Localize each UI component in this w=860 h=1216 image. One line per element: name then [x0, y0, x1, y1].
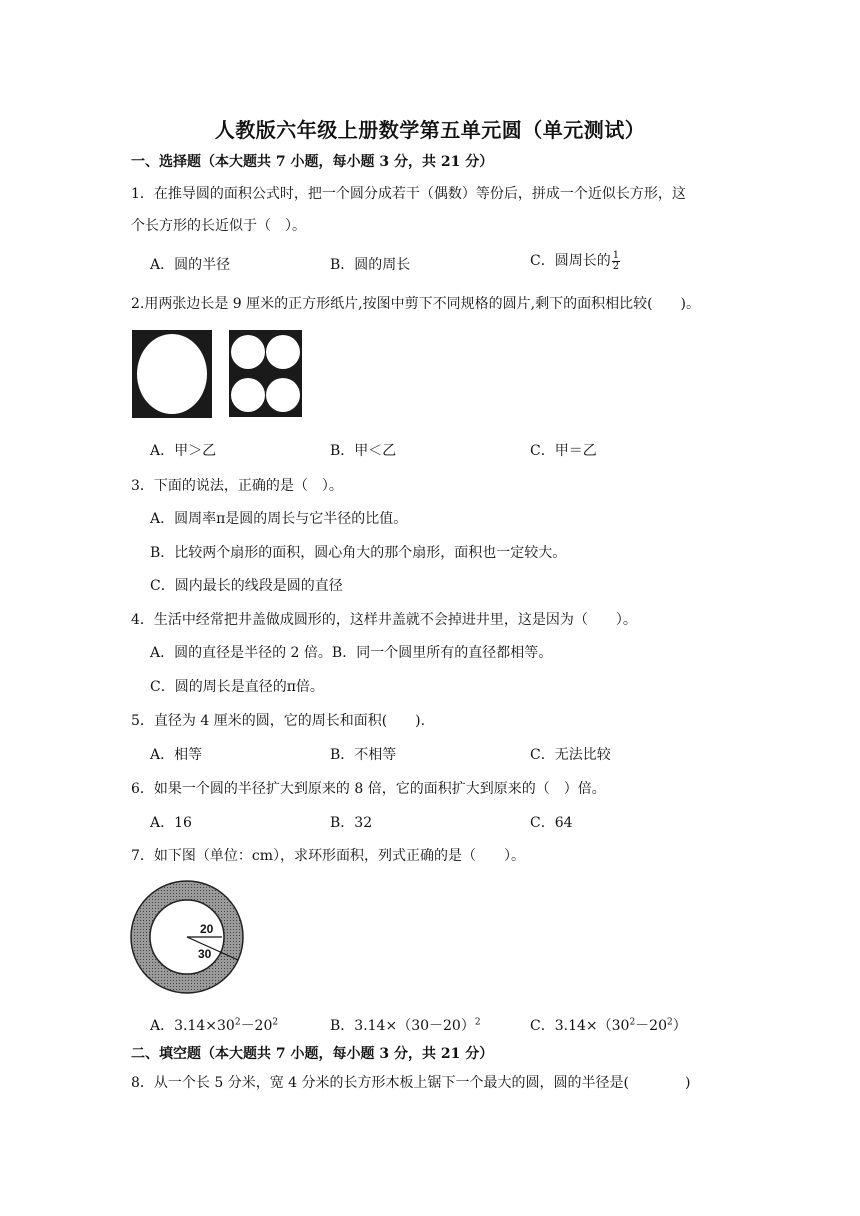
question-6-option-c: C．64	[530, 815, 573, 831]
label-inner-radius: 20	[200, 922, 214, 936]
exponent: 2	[234, 1017, 241, 1028]
fraction-numerator: 1	[612, 249, 620, 261]
question-6-option-b: B．32	[330, 815, 373, 831]
option-b-part-1: B．3.14×（30－20）	[330, 1018, 475, 1034]
option-c-part-3: ）	[672, 1018, 687, 1034]
question-1-option-c-text: C．圆周长的	[530, 253, 611, 269]
question-3-option-c: C．圆内最长的线段是圆的直径	[150, 578, 343, 594]
question-4-option-c: C．圆的周长是直径的π倍。	[150, 679, 324, 695]
option-a-part-1: A．3.14×30	[150, 1018, 235, 1034]
section-heading-fill: 二、填空题（本大题共 7 小题，每小题 3 分，共 21 分）	[131, 1046, 494, 1062]
question-1-line-2: 个长方形的长近似于（ ）。	[131, 218, 306, 234]
question-3-text: 3．下面的说法，正确的是（ ）。	[131, 478, 343, 494]
question-1-line-1: 1．在推导圆的面积公式时，把一个圆分成若干（偶数）等份后，拼成一个近似长方形，这	[131, 186, 686, 202]
question-7-option-a	[150, 1015, 278, 1035]
exponent: 2	[272, 1017, 279, 1028]
page-title: 人教版六年级上册数学第五单元圆（单元测试）	[214, 118, 646, 142]
exponent: 2	[629, 1017, 636, 1028]
option-a-part-2: －20	[240, 1018, 273, 1034]
figure-square-four-circles	[229, 330, 302, 417]
exponent: 2	[667, 1017, 673, 1028]
question-7-text: 7．如下图（单位：cm），求环形面积，列式正确的是（ ）。	[131, 848, 526, 864]
question-1-option-a: A．圆的半径	[150, 257, 231, 273]
question-2-option-c: C．甲＝乙	[530, 443, 597, 459]
option-c-part-2: －20	[635, 1018, 667, 1034]
fraction-denominator: 2	[612, 260, 620, 272]
question-8-text: 8．从一个长 5 分米，宽 4 分米的长方形木板上锯下一个最大的圆，圆的半径是( )	[131, 1075, 691, 1091]
question-2-text: 2.用两张边长是 9 厘米的正方形纸片,按图中剪下不同规格的圆片,剩下的面积相比较( )。	[131, 296, 700, 312]
figure-annulus	[128, 878, 246, 996]
question-7-option-c	[530, 1015, 687, 1035]
question-5-option-b: B．不相等	[330, 747, 397, 763]
question-5-option-a: A．相等	[150, 747, 203, 763]
question-6-text: 6．如果一个圆的半径扩大到原来的 8 倍，它的面积扩大到原来的（ ）倍。	[131, 781, 606, 797]
question-2-option-a: A．甲＞乙	[150, 443, 217, 459]
question-5-option-c: C．无法比较	[530, 747, 611, 763]
question-4-text: 4．生活中经常把井盖做成圆形的，这样井盖就不会掉进井里，这是因为（ ）。	[131, 612, 637, 628]
question-5-text: 5．直径为 4 厘米的圆，它的周长和面积( ).	[131, 713, 426, 729]
section-heading-choice: 一、选择题（本大题共 7 小题，每小题 3 分，共 21 分）	[131, 154, 494, 170]
question-1-option-b: B．圆的周长	[330, 257, 411, 273]
option-c-part-1: C．3.14×（30	[530, 1018, 630, 1034]
question-3-option-a: A．圆周率π是圆的周长与它半径的比值。	[150, 511, 408, 527]
question-7-option-b	[330, 1015, 481, 1035]
figure-square-one-circle	[132, 330, 212, 418]
question-6-option-a: A．16	[150, 815, 192, 831]
question-4-option-ab: A．圆的直径是半径的 2 倍。B．同一个圆里所有的直径都相等。	[150, 645, 553, 661]
question-1-option-c	[530, 250, 620, 272]
label-outer-radius: 30	[198, 947, 212, 961]
exponent: 2	[474, 1017, 481, 1028]
question-3-option-b: B．比较两个扇形的面积，圆心角大的那个扇形，面积也一定较大。	[150, 545, 567, 561]
fraction-one-half	[612, 251, 620, 272]
question-2-option-b: B．甲＜乙	[330, 443, 397, 459]
